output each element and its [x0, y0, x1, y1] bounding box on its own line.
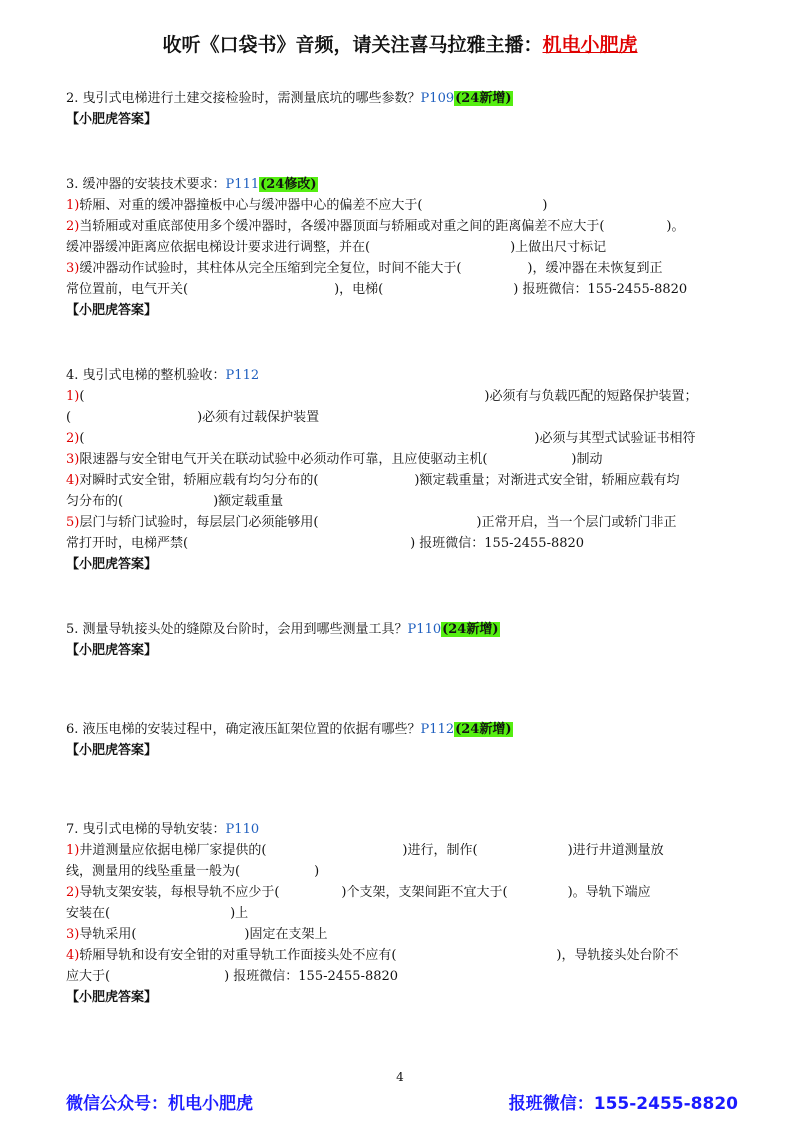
answer-label: 【小肥虎答案】	[66, 112, 158, 127]
fill-text: )固定在支架上	[244, 927, 328, 942]
fill-text: )个支架，支架间距不宜大于(	[341, 885, 508, 900]
answer-label: 【小肥虎答案】	[66, 303, 158, 318]
item-number: 3)	[66, 927, 80, 942]
fill-text: ) 报班微信：155-2455-8820	[224, 969, 399, 984]
fill-text: 匀分布的(	[66, 494, 124, 509]
fill-text: 缓冲器缓冲距离应依据电梯设计要求进行调整，并在(	[66, 240, 371, 255]
fill-text: 缓冲器动作试验时，其柱体从完全压缩到完全复位，时间不能大于(	[79, 261, 462, 276]
item-number: 4)	[66, 473, 80, 488]
page-reference: P111	[225, 177, 260, 192]
fill-text: 轿厢、对重的缓冲器撞板中心与缓冲器中心的偏差不应大于(	[79, 198, 423, 213]
fill-text: )。	[666, 219, 685, 234]
item-number: 2)	[66, 431, 80, 446]
fill-text: 安装在(	[66, 906, 111, 921]
page-number: 4	[396, 1070, 404, 1084]
fill-text: 线，测量用的线坠重量一般为(	[66, 864, 241, 879]
fill-text: 对瞬时式安全钳，轿厢应载有均匀分布的(	[79, 473, 319, 488]
fill-text: 常打开时，电梯严禁(	[66, 536, 189, 551]
fill-text: )，电梯(	[334, 282, 384, 297]
question-title: 7. 曳引式电梯的导轨安装：	[66, 822, 226, 837]
fill-text: )，缓冲器在未恢复到正	[527, 261, 663, 276]
item-number: 2)	[66, 219, 80, 234]
fill-text: )正常开启，当一个层门或轿门非正	[476, 515, 677, 530]
header-author-link[interactable]: 机电小肥虎	[542, 34, 638, 56]
item-number: 5)	[66, 515, 80, 530]
new-tag: (24新增)	[442, 622, 499, 637]
header-prefix: 收听《口袋书》音频，请关注喜马拉雅主播：	[162, 34, 543, 56]
modified-tag: (24修改)	[260, 177, 317, 192]
question-title: 2. 曳引式电梯进行土建交接检验时，需测量底坑的哪些参数？	[66, 91, 421, 106]
page-header	[0, 30, 800, 57]
fill-text: )	[542, 198, 548, 213]
page-reference: P109	[420, 91, 455, 106]
fill-text: )必须有过载保护装置	[197, 410, 320, 425]
footer-wechat-account: 微信公众号：机电小肥虎	[66, 1094, 253, 1114]
page-reference: P110	[225, 822, 260, 837]
item-number: 3)	[66, 261, 80, 276]
fill-text: 导轨采用(	[79, 927, 137, 942]
fill-text: 当轿厢或对重底部使用多个缓冲器时，各缓冲器顶面与轿厢或对重之间的距离偏差不应大于(	[79, 219, 605, 234]
answer-label: 【小肥虎答案】	[66, 643, 158, 658]
page-footer	[66, 1089, 738, 1114]
fill-text: ) 报班微信：155-2455-8820	[513, 282, 688, 297]
item-number: 4)	[66, 948, 80, 963]
fill-text: 导轨支架安装，每根导轨不应少于(	[79, 885, 280, 900]
fill-text: )进行，制作(	[402, 843, 478, 858]
new-tag: (24新增)	[455, 722, 512, 737]
item-number: 1)	[66, 389, 80, 404]
fill-text: ) 报班微信：155-2455-8820	[410, 536, 585, 551]
question-4	[66, 365, 746, 575]
fill-text: (	[66, 410, 72, 425]
question-title: 5. 测量导轨接头处的缝隙及台阶时，会用到哪些测量工具？	[66, 622, 408, 637]
fill-text: )上	[230, 906, 249, 921]
item-number: 1)	[66, 198, 80, 213]
fill-text: 轿厢导轨和设有安全钳的对重导轨工作面接头处不应有(	[79, 948, 397, 963]
document-body	[66, 88, 746, 1008]
fill-text: (	[79, 389, 85, 404]
page-reference: P110	[407, 622, 442, 637]
fill-text: )必须有与负载匹配的短路保护装置；	[484, 389, 698, 404]
item-number: 1)	[66, 843, 80, 858]
question-6	[66, 719, 746, 761]
fill-text: )上做出尺寸标记	[510, 240, 607, 255]
fill-text: 层门与轿门试验时，每层层门必须能够用(	[79, 515, 319, 530]
item-number: 3)	[66, 452, 80, 467]
footer-contact: 报班微信：155-2455-8820	[508, 1094, 738, 1114]
question-3	[66, 174, 746, 321]
answer-label: 【小肥虎答案】	[66, 990, 158, 1005]
fill-text: )	[314, 864, 320, 879]
question-title: 6. 液压电梯的安装过程中，确定液压缸架位置的依据有哪些？	[66, 722, 421, 737]
fill-text: )必须与其型式试验证书相符	[534, 431, 696, 446]
item-number: 2)	[66, 885, 80, 900]
fill-text: 井道测量应依据电梯厂家提供的(	[79, 843, 267, 858]
question-2	[66, 88, 746, 130]
answer-label: 【小肥虎答案】	[66, 557, 158, 572]
page-reference: P112	[225, 368, 260, 383]
fill-text: (	[79, 431, 85, 446]
answer-label: 【小肥虎答案】	[66, 743, 158, 758]
question-title: 3. 缓冲器的安装技术要求：	[66, 177, 226, 192]
fill-text: )，导轨接头处台阶不	[556, 948, 679, 963]
fill-text: )制动	[571, 452, 603, 467]
question-title: 4. 曳引式电梯的整机验收：	[66, 368, 226, 383]
fill-text: )。导轨下端应	[567, 885, 651, 900]
question-5	[66, 619, 746, 661]
fill-text: )额定载重量；对渐进式安全钳，轿厢应载有均	[414, 473, 680, 488]
fill-text: 限速器与安全钳电气开关在联动试验中必须动作可靠，且应使驱动主机(	[79, 452, 488, 467]
fill-text: )进行井道测量放	[567, 843, 664, 858]
new-tag: (24新增)	[455, 91, 512, 106]
fill-text: )额定载重量	[213, 494, 284, 509]
question-7	[66, 819, 746, 1008]
page-reference: P112	[420, 722, 455, 737]
fill-text: 应大于(	[66, 969, 111, 984]
fill-text: 常位置前，电气开关(	[66, 282, 189, 297]
